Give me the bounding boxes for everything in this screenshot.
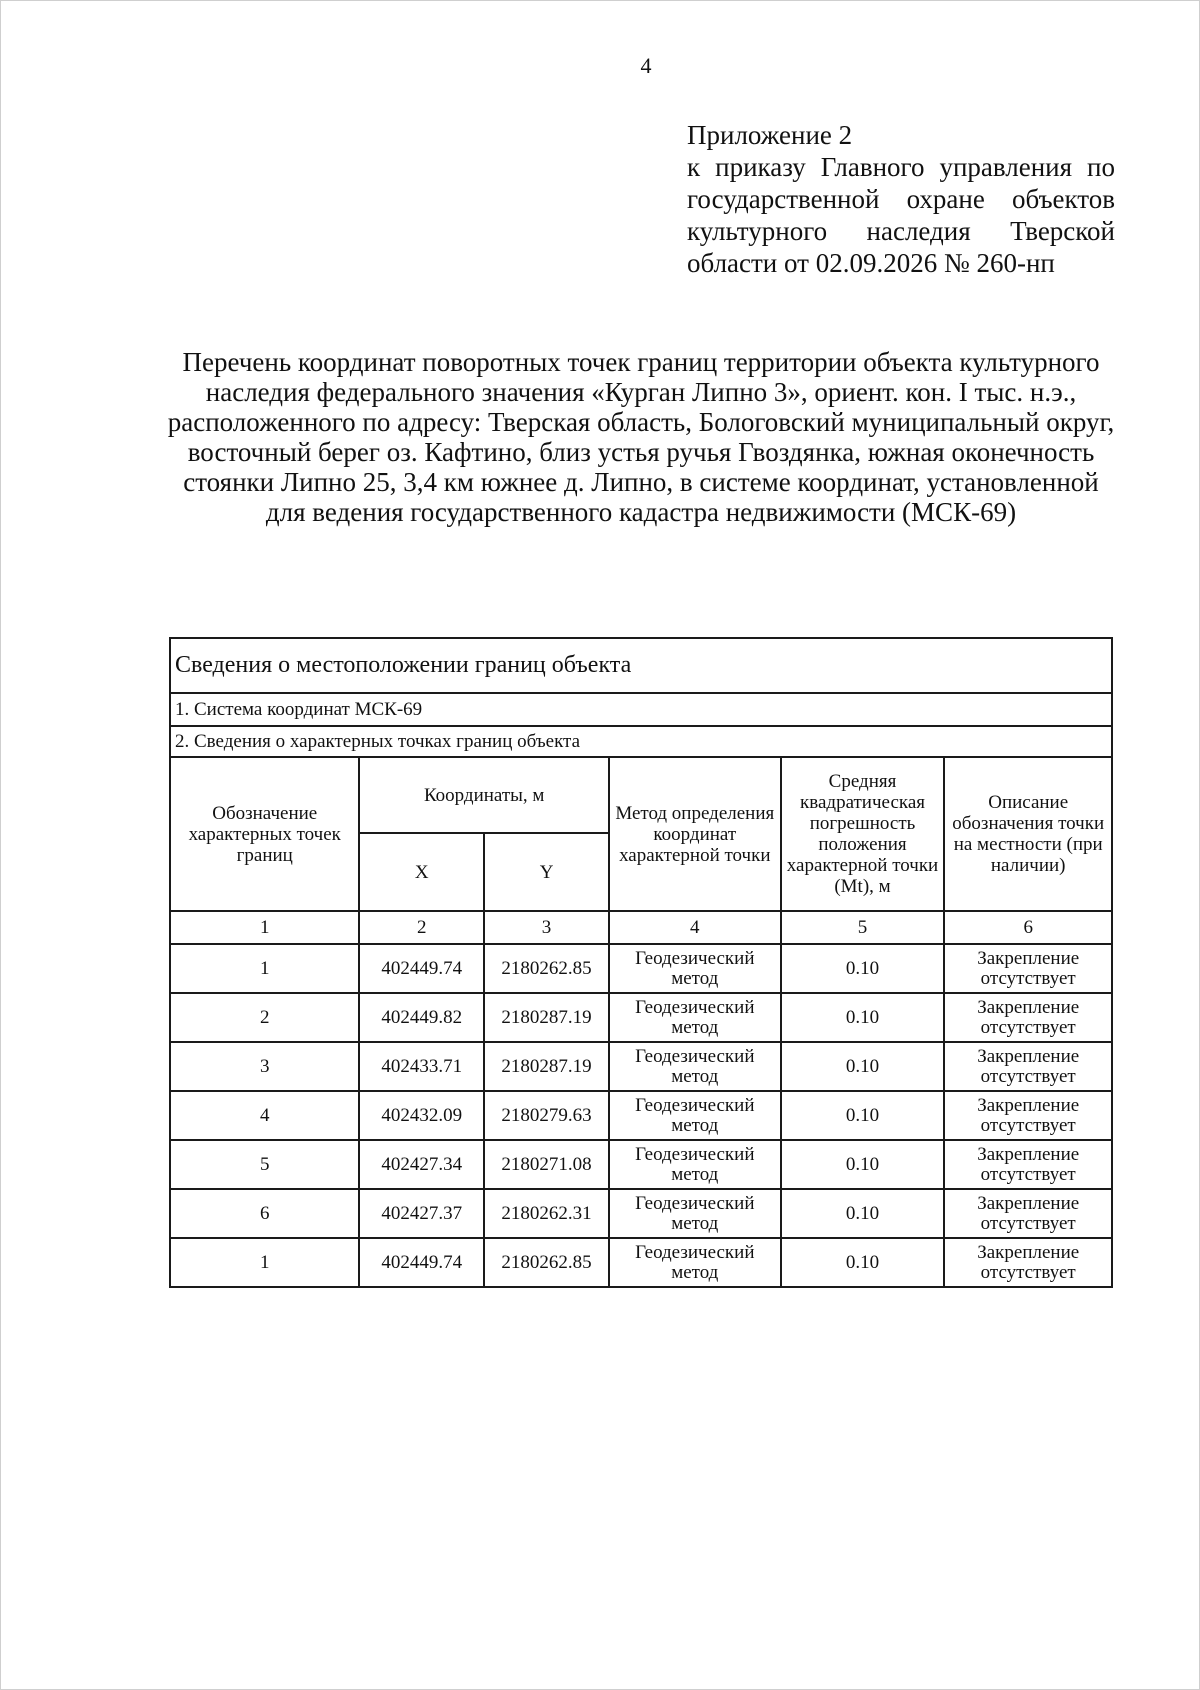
cell-y: 2180287.19 [484,993,609,1042]
cell-y: 2180271.08 [484,1140,609,1189]
document-title: Перечень координат поворотных точек границ территории объекта культурного наследия федерального значения «Курган Липно 3», ориент. кон. I тыс. н.э., расположенного по адресу: Тверская область, Бологовский муниципальный округ, восточный берег оз. Кафтино, близ устья ручья Гвоздянка, южная оконечность стоянки Липно 25, 3,4 км южнее д. Липно, в системе координат, установленной для ведения государственного кадастра недвижимости (МСК-69) [167,347,1115,527]
page-number: 4 [640,53,652,78]
cell-x: 402427.34 [359,1140,484,1189]
cell-error: 0.10 [781,1140,945,1189]
header-y: Y [484,833,609,911]
cell-y: 2180262.31 [484,1189,609,1238]
cell-point: 2 [170,993,359,1042]
header-x: X [359,833,484,911]
table-row [170,1140,1112,1189]
header-mean-error: Средняя квадратическая погрешность положения характерной точки (Mt), м [781,757,945,911]
coord-system-row: 1. Система координат МСК-69 [170,693,1112,726]
cell-description: Закрепление отсутствует [944,1042,1112,1091]
cell-method: Геодезический метод [609,1238,781,1287]
column-number: 4 [609,911,781,944]
cell-x: 402449.74 [359,1238,484,1287]
cell-method: Геодезический метод [609,1091,781,1140]
cell-y: 2180287.19 [484,1042,609,1091]
cell-error: 0.10 [781,944,945,993]
cell-y: 2180262.85 [484,944,609,993]
cell-error: 0.10 [781,1091,945,1140]
cell-x: 402433.71 [359,1042,484,1091]
table-row [170,1238,1112,1287]
header-method: Метод определения координат характерной точки [609,757,781,911]
cell-error: 0.10 [781,1042,945,1091]
column-number: 2 [359,911,484,944]
cell-point: 5 [170,1140,359,1189]
table-row [170,1042,1112,1091]
cell-method: Геодезический метод [609,1042,781,1091]
column-number: 3 [484,911,609,944]
cell-method: Геодезический метод [609,1140,781,1189]
cell-error: 0.10 [781,1189,945,1238]
cell-description: Закрепление отсутствует [944,1091,1112,1140]
cell-method: Геодезический метод [609,993,781,1042]
cell-y: 2180262.85 [484,1238,609,1287]
column-number: 1 [170,911,359,944]
appendix-title: Приложение 2 [687,120,853,150]
column-number-row [170,911,1112,944]
appendix-block [687,119,1115,279]
cell-description: Закрепление отсутствует [944,1238,1112,1287]
header-description: Описание обозначения точки на местности (при наличии) [944,757,1112,911]
cell-x: 402432.09 [359,1091,484,1140]
appendix-body: к приказу Главного управления по государственной охране объектов культурного наследия Тверской области от 02.09.2026 № 260-нп [687,152,1115,278]
cell-description: Закрепление отсутствует [944,1189,1112,1238]
table-row [170,944,1112,993]
cell-method: Геодезический метод [609,944,781,993]
cell-description: Закрепление отсутствует [944,944,1112,993]
points-section-row: 2. Сведения о характерных точках границ объекта [170,726,1112,757]
cell-description: Закрепление отсутствует [944,1140,1112,1189]
cell-x: 402449.82 [359,993,484,1042]
column-number: 5 [781,911,945,944]
cell-method: Геодезический метод [609,1189,781,1238]
cell-error: 0.10 [781,993,945,1042]
header-point-designation: Обозначение характерных точек границ [170,757,359,911]
table-row [170,1189,1112,1238]
cell-x: 402427.37 [359,1189,484,1238]
cell-point: 3 [170,1042,359,1091]
cell-point: 1 [170,1238,359,1287]
header-coordinates: Координаты, м [359,757,609,833]
cell-point: 4 [170,1091,359,1140]
column-number: 6 [944,911,1112,944]
table-section-title: Сведения о местоположении границ объекта [170,638,1112,693]
table-row [170,993,1112,1042]
table-row [170,1091,1112,1140]
cell-error: 0.10 [781,1238,945,1287]
cell-x: 402449.74 [359,944,484,993]
cell-point: 6 [170,1189,359,1238]
cell-y: 2180279.63 [484,1091,609,1140]
cell-description: Закрепление отсутствует [944,993,1112,1042]
cell-point: 1 [170,944,359,993]
coordinates-table [169,637,1113,1288]
